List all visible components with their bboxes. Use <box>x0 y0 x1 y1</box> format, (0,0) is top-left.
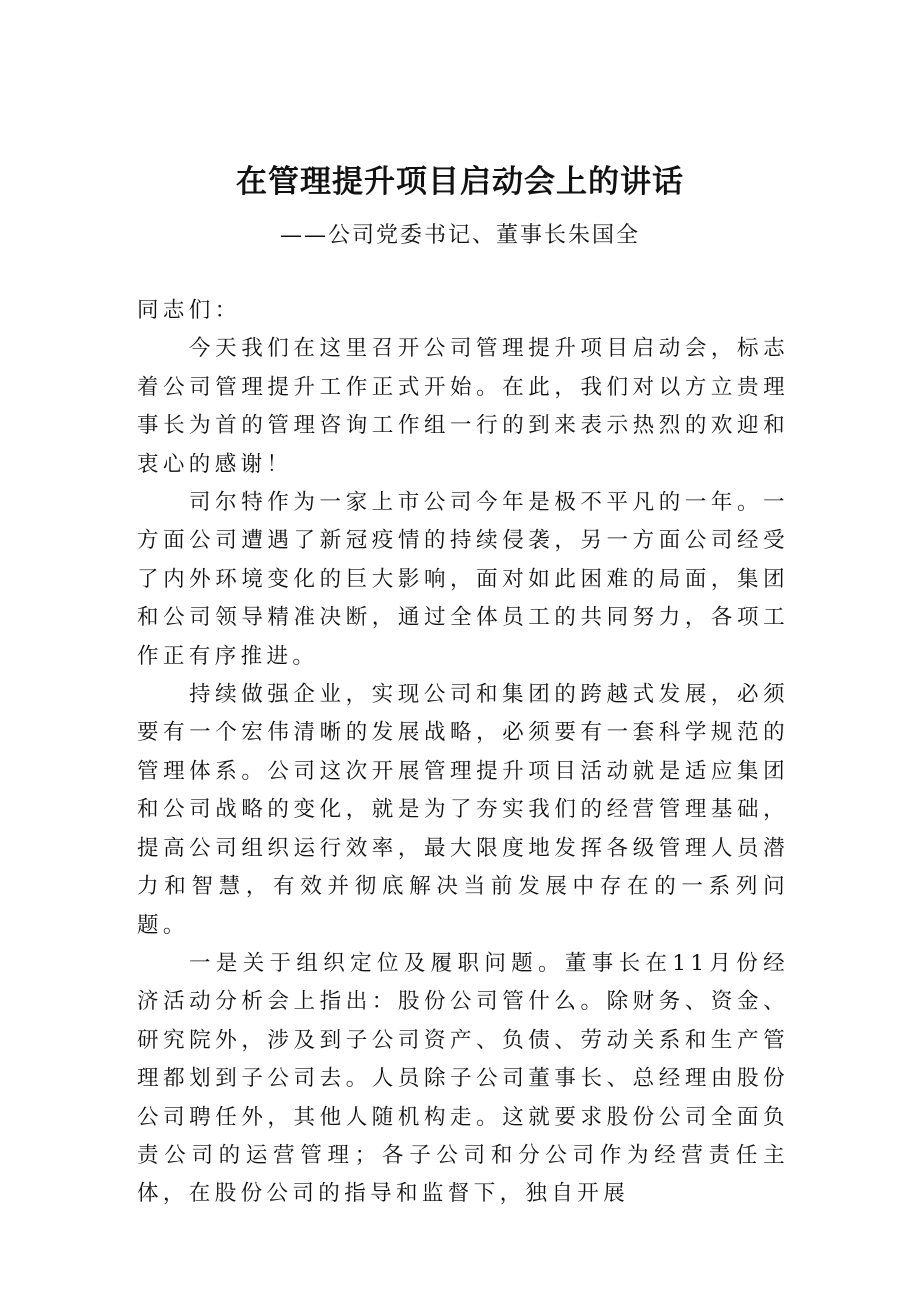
paragraph-year-review: 司尔特作为一家上市公司今年是极不平凡的一年。一方面公司遭遇了新冠疫情的持续侵袭，另一方面公司经受了内外环境变化的巨大影响，面对如此困难的局面，集团和公司领导精准决断，通过全体员工的共同努力，各项工作正有序推进。 <box>137 490 789 669</box>
document-title: 在管理提升项目启动会上的讲话 <box>236 164 684 200</box>
document-body <box>137 292 789 1214</box>
salutation: 同志们： <box>137 298 241 323</box>
paragraph-organization: 一是关于组织定位及履职问题。董事长在11月份经济活动分析会上指出：股份公司管什么。除财务、资金、研究院外，涉及到子公司资产、负债、劳动关系和生产管理都划到子公司去。人员除子公司董事长、总经理由股份公司聘任外，其他人随机构走。这就要求股份公司全面负责公司的运营管理；各子公司和分公司作为经营责任主体，在股份公司的指导和监督下，独自开展 <box>137 950 789 1207</box>
document-subtitle: ——公司党委书记、董事长朱国全 <box>279 223 640 248</box>
paragraph-strategy: 持续做强企业，实现公司和集团的跨越式发展，必须要有一个宏伟清晰的发展战略，必须要有一套科学规范的管理体系。公司这次开展管理提升项目活动就是适应集团和公司战略的变化，就是为了夯实我们的经营管理基础，提高公司组织运行效率，最大限度地发挥各级管理人员潜力和智慧，有效并彻底解决当前发展中存在的一系列问题。 <box>137 682 789 938</box>
paragraph-welcome: 今天我们在这里召开公司管理提升项目启动会，标志着公司管理提升工作正式开始。在此，我们对以方立贵理事长为首的管理咨询工作组一行的到来表示热烈的欢迎和衷心的感谢！ <box>137 336 789 477</box>
